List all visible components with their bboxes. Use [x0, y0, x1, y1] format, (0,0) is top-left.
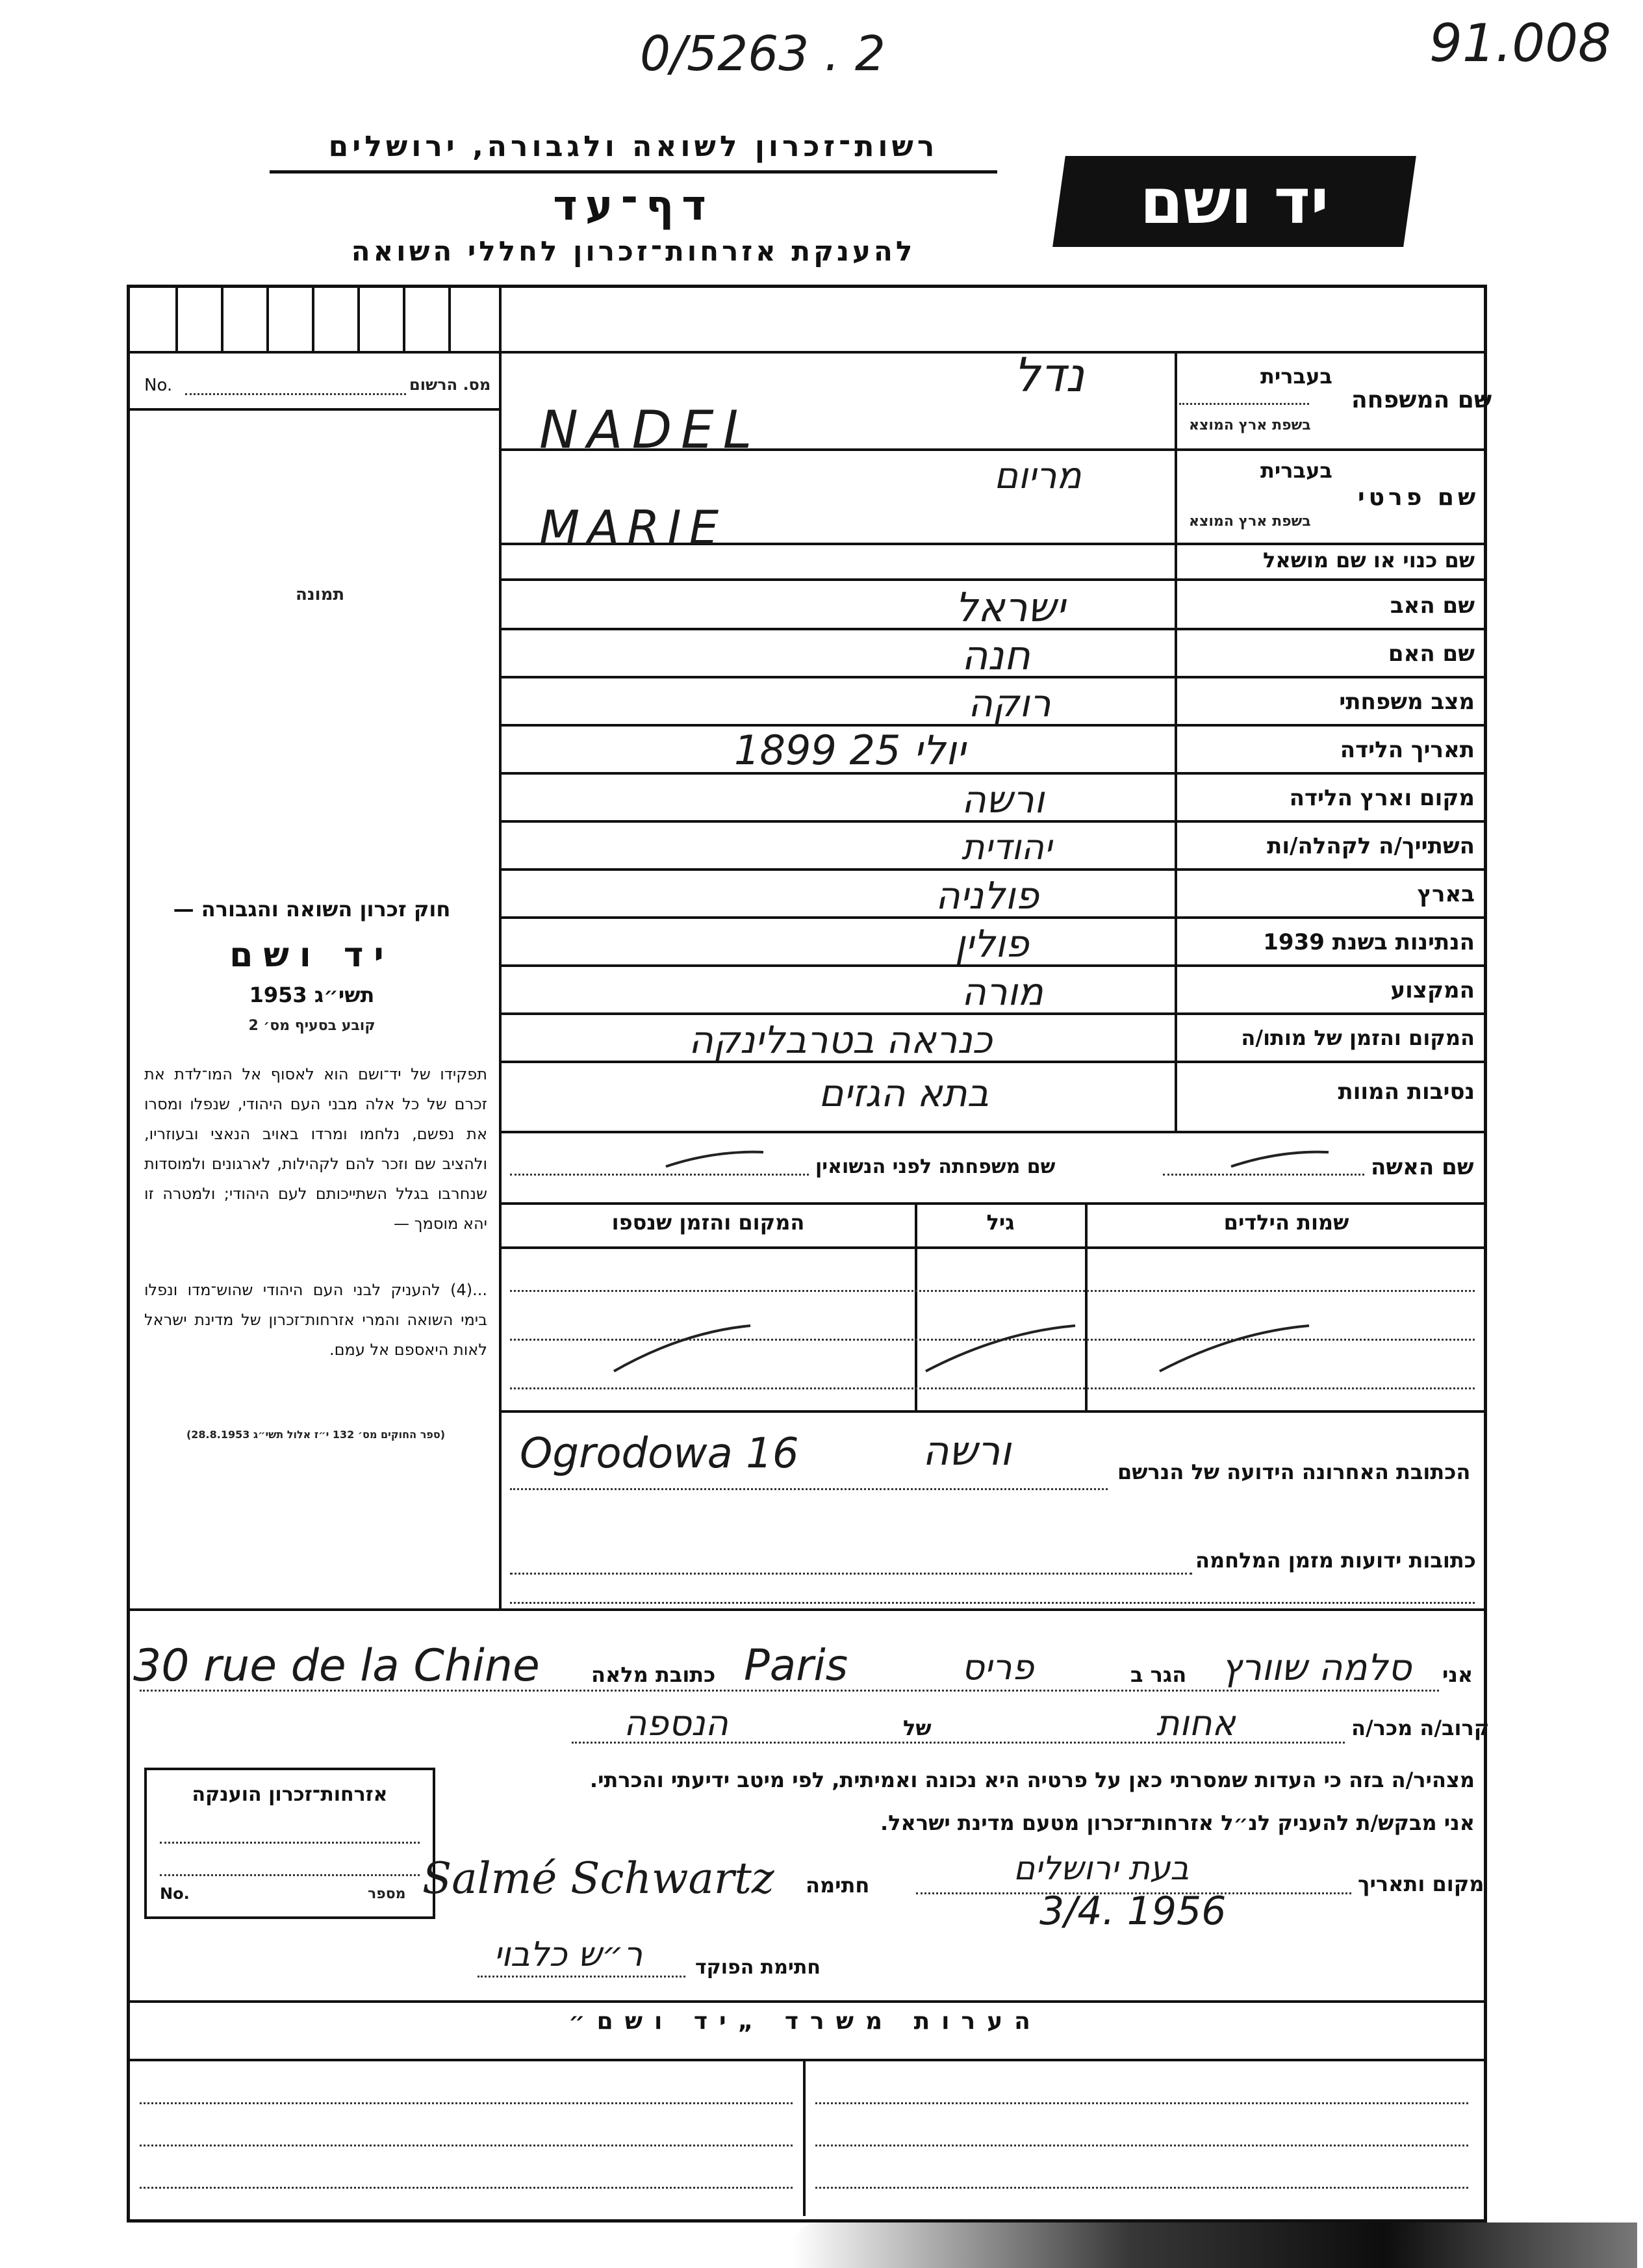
- father-label: שם האב: [1390, 593, 1475, 619]
- children-row-dots: [510, 1387, 1475, 1389]
- address-city: Paris: [744, 1640, 848, 1690]
- surname-dots: [1179, 403, 1309, 405]
- law-clause: קובע בסעיף מס׳ 2: [248, 1018, 376, 1034]
- law-year: תשי״ג 1953: [249, 983, 375, 1007]
- section-line: [127, 1608, 1484, 1611]
- form-subtitle: להענקת אזרחות־זכרון לחללי השואה: [351, 235, 916, 267]
- relation-value: אחות: [1156, 1703, 1236, 1744]
- remarks-dots: [815, 2145, 1468, 2146]
- reg-no-prefix: No.: [144, 376, 173, 395]
- surname-origin-label: בשפת ארץ המוצא: [1189, 417, 1311, 433]
- mother-value: חנה: [962, 632, 1030, 679]
- remarks-dots: [815, 2187, 1468, 2189]
- spouse-maiden-label: שם משפחתה לפני הנשואין: [815, 1155, 1056, 1178]
- community-label: השתייך/ה לקהלה/ות: [1267, 833, 1475, 859]
- community-value: יהודית: [962, 827, 1052, 868]
- profession-label: המקצוע: [1390, 977, 1475, 1003]
- statement-2: אני מבקש/ת להעניק לנ״ל אזרחות־זכרון מטעם מדינת ישראל.: [880, 1811, 1475, 1835]
- spouse-dash-mark: [663, 1147, 767, 1173]
- reg-no-dots: [185, 393, 406, 395]
- birthdate-value: 1899 25 יולי: [734, 727, 965, 774]
- children-bottom-line: [500, 1410, 1484, 1413]
- row-line: [500, 578, 1484, 581]
- remarks-divider: [803, 2059, 806, 2216]
- reg-no-label: מס. הרשום: [409, 376, 491, 394]
- yad-vashem-logo: יד ושם: [1052, 156, 1416, 247]
- photo-label: תמונה: [296, 585, 345, 604]
- law-paragraph-1: תפקידו של יד־ושם הוא לאסוף אל המו־לדת את זכרם של כל אלה מבני העם היהודי, שנפלו ומסרו את נפשם, נלחמו ומרדו באויב הנאצי ובעוזריו, ולהציב שם וזכר להם לקהילות, לארגונים ולמוסדות שנחרבו בגלל השתייכותם לעם היהודי; ולמטרה זו יהא מוסמך —: [144, 1065, 487, 1233]
- nickname-label: שם כנוי או שם מושאל: [1262, 548, 1475, 573]
- spouse-dash-mark: [1228, 1147, 1332, 1173]
- row-line: [500, 1131, 1484, 1133]
- of-value: הנספה: [624, 1703, 728, 1744]
- declaration-dots-1: [140, 1690, 1439, 1692]
- last-address-dots: [510, 1488, 1108, 1490]
- surname-origin-value: NADEL: [539, 400, 761, 460]
- children-row-dots: [510, 1290, 1475, 1292]
- archive-number: 91.008: [1429, 13, 1611, 73]
- children-place-header: המקום והזמן שנספו: [611, 1210, 805, 1235]
- given-origin-value: MARIE: [539, 500, 727, 555]
- spouse-dots-2: [510, 1174, 809, 1176]
- citizenship-box-title: אזרחות־זכרון הוענקה: [192, 1783, 388, 1806]
- death-place-value: כנראה בטרבלינקה: [689, 1018, 993, 1062]
- top-cells: [130, 288, 500, 351]
- declarant-name: סלמה שוורץ: [1221, 1647, 1412, 1689]
- signature-value: Salmé Schwartz: [422, 1853, 774, 1903]
- given-origin-label: בשפת ארץ המוצא: [1189, 513, 1311, 530]
- citizenship-granted-box: [144, 1768, 435, 1919]
- box-dots: [160, 1874, 420, 1876]
- statement-1: מצהיר/ה בזה כי העדות שמסרתי כאן על פרטיה היא נכונה ואמיתית, לפי מיטב ידיעתי והכרתי.: [589, 1768, 1475, 1792]
- wartime-dots: [510, 1573, 1192, 1575]
- authority-line: רשות־זכרון לשואה ולגבורה, ירושלים: [328, 130, 939, 163]
- law-name: יד ושם: [229, 936, 394, 975]
- place-value: בעת ירושלים: [1013, 1849, 1190, 1887]
- law-reference: (ספר החוקים מס׳ 132 י״ז אלול תשי״ג 28.8.1953): [186, 1428, 446, 1441]
- remarks-dots: [815, 2102, 1468, 2104]
- signature-label: חתימה: [806, 1873, 870, 1898]
- children-dash-mark: [923, 1319, 1078, 1378]
- citizenship-box-no-prefix: No.: [160, 1885, 190, 1903]
- remarks-top-line: [127, 2000, 1484, 2003]
- given-name-label: שם פרטי: [1358, 484, 1480, 511]
- marital-value: רוקה: [968, 681, 1051, 725]
- officer-value: ר״ש כלבוי: [494, 1935, 643, 1974]
- box-dots: [160, 1842, 420, 1844]
- row-line: [500, 772, 1484, 775]
- death-circumstances-value: בתא הגזים: [819, 1071, 989, 1115]
- resident-label: הגר ב: [1130, 1662, 1187, 1687]
- country-label: בארץ: [1417, 881, 1475, 907]
- profession-value: מורה: [962, 970, 1043, 1014]
- scan-smudge: [793, 2223, 1637, 2268]
- children-col-divider: [1085, 1202, 1088, 1410]
- death-place-label: המקום והזמן של מותו/ה: [1241, 1025, 1475, 1050]
- marital-label: מצב משפחתי: [1339, 689, 1475, 715]
- spouse-dots-1: [1163, 1174, 1364, 1176]
- declaration-dots-2: [572, 1742, 1345, 1744]
- country-value: פולניה: [936, 873, 1039, 918]
- remarks-dots: [140, 2187, 793, 2189]
- birthplace-label: מקום וארץ הלידה: [1289, 785, 1475, 811]
- children-names-header: שמות הילדים: [1223, 1210, 1349, 1235]
- given-hebrew-label: בעברית: [1260, 458, 1332, 483]
- wartime-address-label: כתובות ידועות מזמן המלחמה: [1195, 1548, 1476, 1573]
- children-dash-mark: [611, 1319, 754, 1378]
- row-line: [500, 1202, 1484, 1205]
- remarks-dots: [140, 2145, 793, 2146]
- citizenship-label: הנתינות בשנת 1939: [1263, 929, 1475, 955]
- full-address-label: כתובת מלאה: [591, 1662, 716, 1687]
- law-paragraph-2: ...(4) להעניק לבני העם היהודי שהוש־מדו ונפלו בימי השואה והמרי אזרחות־זכרון של מדינת ישראל לאות היאספם אל עמם.: [144, 1281, 487, 1359]
- officer-dots: [478, 1976, 685, 1978]
- top-strip-line: [127, 351, 1484, 354]
- given-hebrew-value: מריום: [994, 455, 1082, 497]
- address-street: 30 rue de la Chine: [133, 1640, 540, 1692]
- residence-city: פריס: [962, 1647, 1034, 1688]
- reg-no-line: [130, 408, 500, 411]
- officer-label: חתימת הפוקד: [695, 1956, 821, 1979]
- father-value: ישראל: [955, 584, 1065, 631]
- date-value: 3/4. 1956: [1039, 1888, 1227, 1934]
- last-address-value: Ogrodowa 16: [520, 1430, 799, 1478]
- surname-label: שם המשפחה: [1351, 387, 1492, 413]
- declaration-i-label: אני: [1442, 1662, 1473, 1687]
- form-title: דף־עד: [553, 182, 714, 230]
- remarks-title: הערות משרד „יד ושם״: [568, 2008, 1042, 2035]
- row-line: [500, 868, 1484, 871]
- surname-hebrew-value: נדל: [1013, 348, 1085, 402]
- birthdate-label: תאריך הלידה: [1340, 737, 1475, 763]
- last-address-label: הכתובת האחרונה הידועה של הנרשם: [1117, 1460, 1471, 1484]
- spouse-name-label: שם האשה: [1371, 1154, 1474, 1180]
- place-dots: [916, 1892, 1351, 1894]
- of-label: של: [903, 1716, 932, 1740]
- mother-label: שם האם: [1388, 641, 1475, 667]
- place-date-label: מקום ותאריך: [1358, 1872, 1484, 1896]
- law-title: חוק זכרון השואה והגבורה —: [173, 897, 451, 921]
- wartime-dots-2: [510, 1602, 1475, 1604]
- citizenship-box-no-label: מספר: [368, 1886, 406, 1902]
- citizenship-value: פולין: [955, 921, 1029, 966]
- relation-label: קרוב/ה מכר/ה: [1351, 1716, 1490, 1740]
- children-age-header: גיל: [986, 1210, 1015, 1235]
- authority-underline: [270, 170, 997, 174]
- children-header-line: [500, 1246, 1484, 1249]
- death-circumstances-label: נסיבות המוות: [1338, 1079, 1475, 1105]
- children-dash-mark: [1156, 1319, 1312, 1378]
- doc-number: 0/5263 . 2: [640, 26, 885, 82]
- remarks-dots: [140, 2102, 793, 2104]
- surname-hebrew-label: בעברית: [1260, 364, 1332, 389]
- birthplace-value: ורשה: [962, 777, 1045, 821]
- last-address-city: ורשה: [923, 1427, 1012, 1475]
